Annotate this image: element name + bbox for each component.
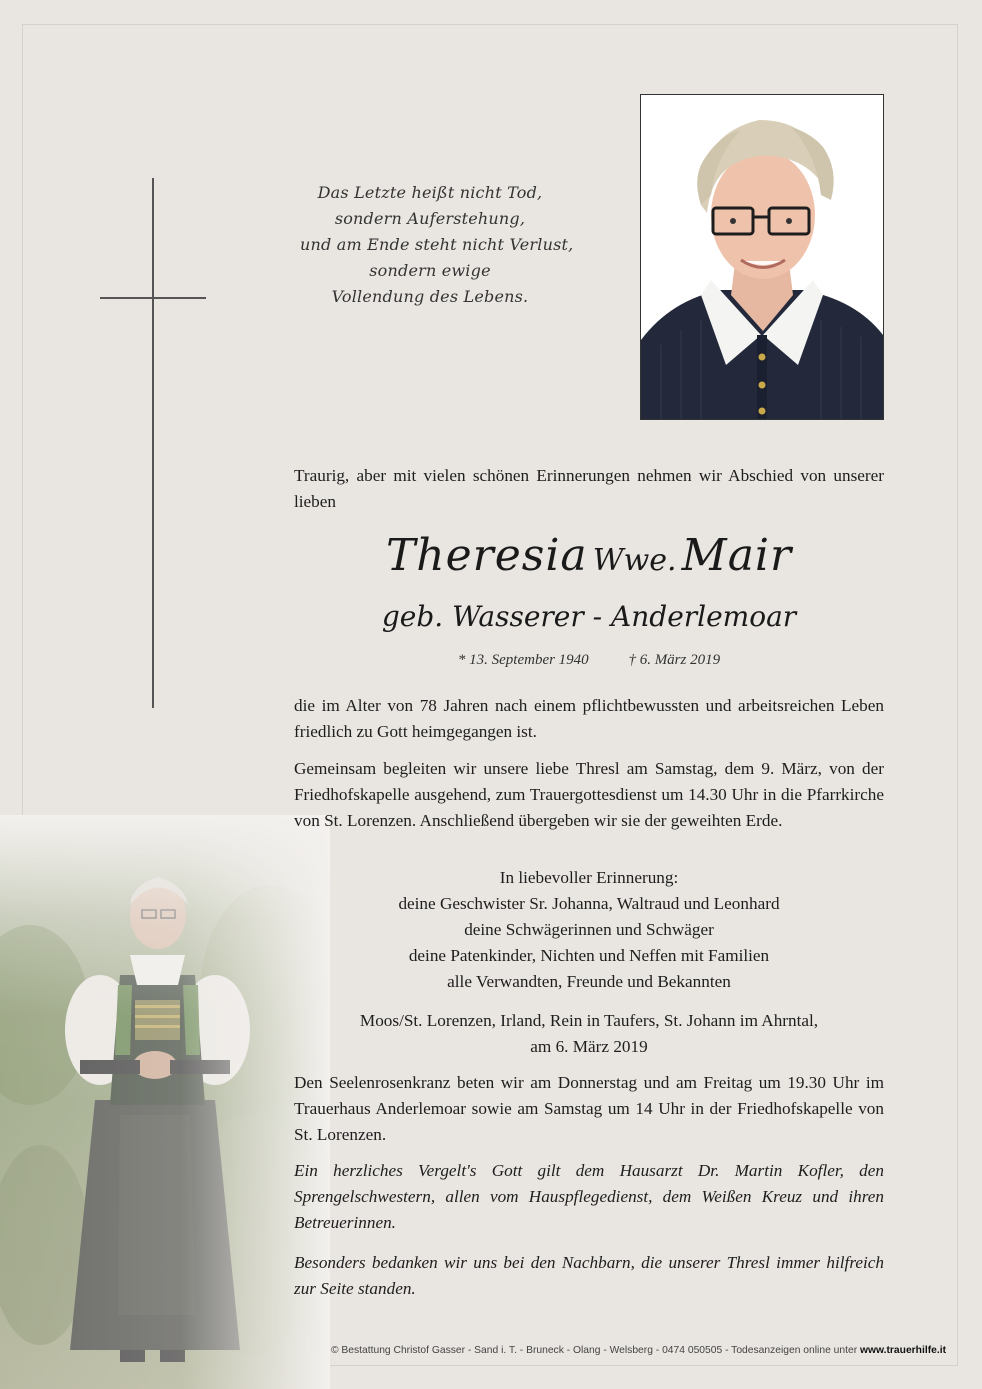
quote-line: Das Letzte heißt nicht Tod, <box>317 183 543 202</box>
paragraph-thanks: Ein herzliches Vergelt's Gott gilt dem Hausarzt Dr. Martin Kofler, den Sprengelschwestern, allen vom Hauspflegedienst, dem Weißen Kreuz und ihren Betreuerinnen. <box>294 1161 884 1232</box>
paragraph-age: die im Alter von 78 Jahren nach einem pflichtbewussten und arbeitsreichen Leben friedlich zu Gott heimgegangen ist. <box>294 696 884 741</box>
last-name: Mair <box>681 530 793 581</box>
paragraph-rosary: Den Seelenrosenkranz beten wir am Donnerstag und am Freitag um 19.30 Uhr im Trauerhaus Anderlemoar sowie am Samstag um 14 Uhr in der Friedhofskapelle von St. Lorenzen. <box>294 1073 884 1144</box>
death-date: † 6. März 2019 <box>628 652 721 668</box>
quote-line: sondern ewige <box>369 261 491 280</box>
mourners-line: deine Patenkinder, Nichten und Neffen mit Familien <box>408 946 770 965</box>
life-dates <box>294 652 884 669</box>
mourners-line: deine Geschwister Sr. Johanna, Waltraud und Leonhard <box>398 894 780 913</box>
mourners-line: deine Schwägerinnen und Schwäger <box>464 920 714 939</box>
cross-icon-vertical <box>152 178 154 708</box>
mourners-list <box>294 865 884 995</box>
paragraph-neighbours: Besonders bedanken wir uns bei den Nachbarn, die unserer Thresl immer hilfreich zur Seite standen. <box>294 1253 884 1298</box>
cross-icon-horizontal <box>100 297 206 299</box>
place-line: Moos/St. Lorenzen, Irland, Rein in Taufers, St. Johann im Ahrntal, <box>359 1011 819 1030</box>
footer-credit <box>294 1345 946 1356</box>
birth-name: geb. Wasserer - Anderlemoar <box>381 600 797 633</box>
birth-date: * 13. September 1940 <box>457 652 589 668</box>
paragraph-funeral: Gemeinsam begleiten wir unsere liebe Thresl am Samstag, dem 9. März, von der Friedhofskapelle ausgehend, zum Trauergottesdienst um 14.30 Uhr in die Pfarrkirche von St. Lorenzen. Anschließend übergeben wir sie der geweihten Erde. <box>294 759 884 830</box>
mourners-line: In liebevoller Erinnerung: <box>499 868 679 887</box>
footer-link[interactable]: www.trauerhilfe.it <box>859 1345 946 1356</box>
deceased-name <box>294 530 884 581</box>
quote-line: und am Ende steht nicht Verlust, <box>300 235 574 254</box>
place-date <box>294 1008 884 1060</box>
footer-text: © Bestattung Christof Gasser - Sand i. T. - Bruneck - Olang - Welsberg - 0474 050505 - Todesanzeigen online unter <box>330 1345 860 1356</box>
portrait-photo <box>640 94 884 420</box>
quote-line: Vollendung des Lebens. <box>331 287 529 306</box>
date-line: am 6. März 2019 <box>530 1037 648 1056</box>
quote-line: sondern Auferstehung, <box>334 209 526 228</box>
memorial-quote <box>300 180 574 310</box>
faded-traditional-dress-photo <box>0 815 330 1389</box>
first-name: Theresia <box>385 530 588 581</box>
widow-title: Wwe. <box>592 543 677 578</box>
intro-text: Traurig, aber mit vielen schönen Erinnerungen nehmen wir Abschied von unserer lieben <box>294 466 884 511</box>
mourners-line: alle Verwandten, Freunde und Bekannten <box>447 972 731 991</box>
